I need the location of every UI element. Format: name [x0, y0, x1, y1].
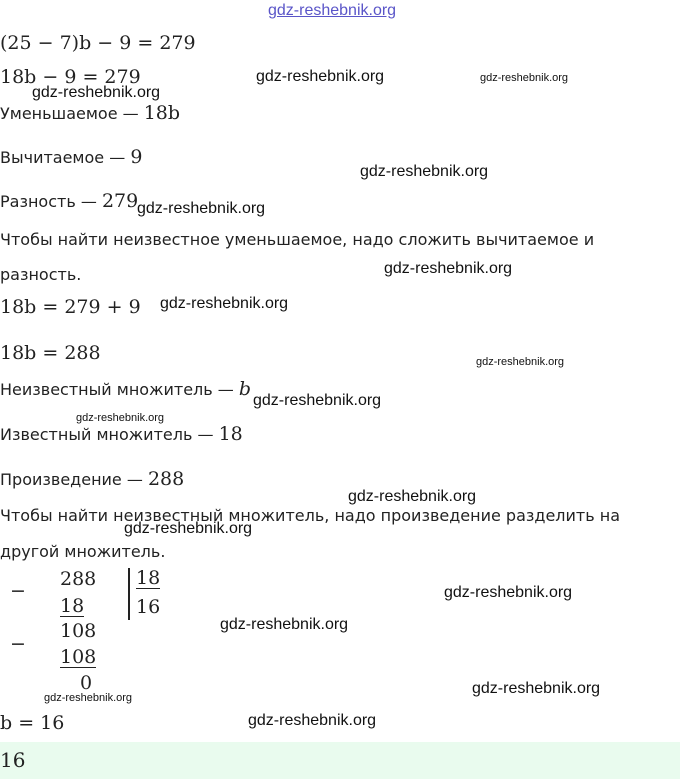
watermark: gdz-reshebnik.org — [248, 712, 377, 729]
unknown-factor-label: Неизвестный множитель — — [0, 380, 239, 399]
watermark-link[interactable]: gdz-reshebnik.org — [268, 2, 397, 19]
minuend-line — [0, 102, 180, 124]
final-remainder: 0 — [80, 672, 93, 694]
known-factor-label: Известный множитель — — [0, 425, 219, 444]
watermark: gdz-reshebnik.org — [444, 584, 573, 601]
known-factor-value: 18 — [218, 423, 243, 445]
equation-3: 18b = 279 + 9 — [0, 296, 141, 318]
minuend-value: 18b — [143, 102, 181, 124]
watermark: gdz-reshebnik.org — [480, 72, 569, 84]
unknown-factor-line — [0, 378, 251, 400]
watermark: gdz-reshebnik.org — [220, 616, 349, 633]
result-equation: b = 16 — [0, 712, 65, 734]
quotient: 16 — [136, 596, 161, 618]
subtrahend-line — [0, 146, 142, 168]
first-remainder: 108 — [60, 620, 97, 642]
minuend-label: Уменьшаемое — — [0, 104, 144, 123]
equation-4: 18b = 288 — [0, 342, 101, 364]
division-minus-sign: − — [10, 580, 26, 602]
watermark: gdz-reshebnik.org — [76, 412, 165, 424]
division-minus-sign: − — [10, 633, 26, 655]
watermark: gdz-reshebnik.org — [384, 260, 513, 277]
rule-2-line-1: Чтобы найти неизвестный множитель, надо произведение разделить на — [0, 506, 621, 525]
watermark: gdz-reshebnik.org — [360, 163, 489, 180]
rule-1-line-2: разность. — [0, 265, 82, 284]
first-subtrahend: 18 — [60, 595, 85, 617]
watermark: gdz-reshebnik.org — [476, 356, 565, 368]
difference-line — [0, 190, 138, 212]
divisor: 18 — [136, 567, 161, 589]
watermark: gdz-reshebnik.org — [256, 68, 385, 85]
answer-box — [0, 742, 680, 779]
watermark: gdz-reshebnik.org — [160, 295, 289, 312]
product-line — [0, 468, 184, 490]
difference-label: Разность — — [0, 192, 102, 211]
equation-1: (25 − 7)b − 9 = 279 — [0, 32, 196, 54]
watermark: gdz-reshebnik.org — [253, 392, 382, 409]
difference-value: 279 — [101, 190, 139, 212]
subtrahend-label: Вычитаемое — — [0, 148, 131, 167]
answer-value: 16 — [0, 748, 26, 772]
watermark: gdz-reshebnik.org — [44, 692, 133, 704]
watermark: gdz-reshebnik.org — [472, 680, 601, 697]
watermark: gdz-reshebnik.org — [137, 200, 266, 217]
division-bar — [128, 568, 130, 620]
watermark: gdz-reshebnik.org — [32, 84, 161, 101]
rule-1-line-1: Чтобы найти неизвестное уменьшаемое, надо сложить вычитаемое и — [0, 230, 595, 249]
subtrahend-value: 9 — [130, 146, 143, 168]
watermark: gdz-reshebnik.org — [124, 520, 253, 537]
equation-2: 18b − 9 = 279 — [0, 66, 141, 88]
known-factor-line — [0, 423, 243, 445]
second-subtrahend: 108 — [60, 646, 97, 668]
watermark: gdz-reshebnik.org — [348, 488, 477, 505]
unknown-factor-value: b — [238, 378, 252, 400]
product-value: 288 — [147, 468, 185, 490]
product-label: Произведение — — [0, 470, 148, 489]
dividend: 288 — [60, 568, 97, 590]
rule-2-line-2: другой множитель. — [0, 542, 166, 561]
